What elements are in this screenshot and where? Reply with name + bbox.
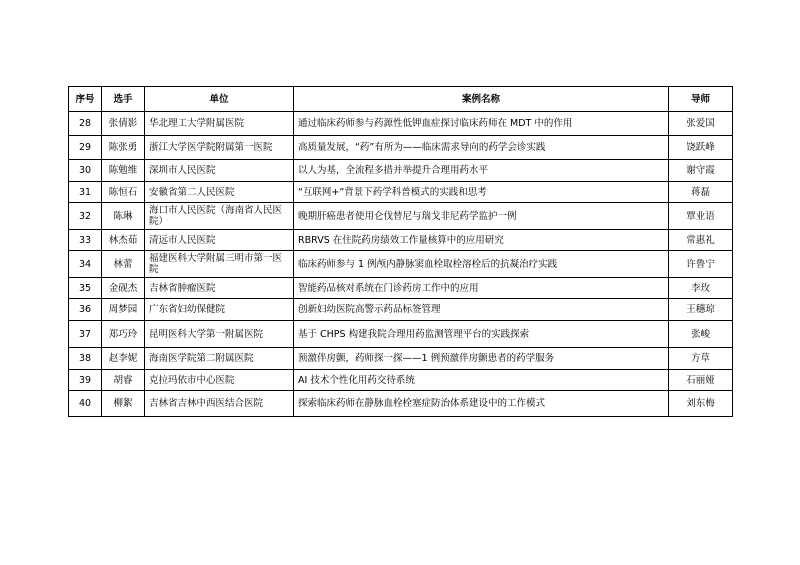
contestant-name: 陈勉维 — [102, 160, 145, 182]
case-name: 创新妇幼医院高警示药品标签管理 — [294, 299, 669, 321]
table-row — [69, 348, 733, 370]
case-name: “互联网+”背景下药学科普模式的实践和思考 — [294, 182, 669, 203]
header-contestant: 选手 — [102, 87, 145, 112]
table-row — [69, 251, 733, 278]
header-number: 序号 — [69, 87, 102, 112]
participants-table — [68, 86, 733, 417]
row-number: 38 — [69, 348, 102, 370]
contestant-name: 陈张勇 — [102, 136, 145, 160]
mentor-name: 王穗琼 — [669, 299, 733, 321]
row-number: 35 — [69, 278, 102, 299]
contestant-name: 周梦园 — [102, 299, 145, 321]
contestant-name: 林杰茹 — [102, 230, 145, 251]
case-name: 高质量发展，“药”有所为——临床需求导向的药学会诊实践 — [294, 136, 669, 160]
contestant-name: 张倩影 — [102, 112, 145, 136]
table-row — [69, 278, 733, 299]
case-name: 基于 CHPS 构建我院合理用药监测管理平台的实践探索 — [294, 321, 669, 348]
case-name: 通过临床药师参与药源性低钾血症探讨临床药师在 MDT 中的作用 — [294, 112, 669, 136]
table-row — [69, 136, 733, 160]
unit-name: 清远市人民医院 — [145, 230, 294, 251]
case-name: 智能药品核对系统在门诊药房工作中的应用 — [294, 278, 669, 299]
unit-name: 昆明医科大学第一附属医院 — [145, 321, 294, 348]
row-number: 40 — [69, 391, 102, 417]
mentor-name: 覃业语 — [669, 203, 733, 230]
row-number: 36 — [69, 299, 102, 321]
contestant-name: 陈琳 — [102, 203, 145, 230]
unit-name: 深圳市人民医院 — [145, 160, 294, 182]
mentor-name: 饶跃峰 — [669, 136, 733, 160]
mentor-name: 石丽娅 — [669, 370, 733, 391]
contestant-name: 赵李妮 — [102, 348, 145, 370]
header-case-name: 案例名称 — [294, 87, 669, 112]
mentor-name: 许鲁宁 — [669, 251, 733, 278]
unit-name: 安徽省第二人民医院 — [145, 182, 294, 203]
table-header-row — [69, 87, 733, 112]
mentor-name: 刘东梅 — [669, 391, 733, 417]
mentor-name: 谢守霞 — [669, 160, 733, 182]
row-number: 29 — [69, 136, 102, 160]
mentor-name: 李玫 — [669, 278, 733, 299]
contestant-name: 郑巧玲 — [102, 321, 145, 348]
row-number: 33 — [69, 230, 102, 251]
row-number: 32 — [69, 203, 102, 230]
contestant-name: 柳絮 — [102, 391, 145, 417]
row-number: 30 — [69, 160, 102, 182]
row-number: 39 — [69, 370, 102, 391]
unit-name: 吉林省肿瘤医院 — [145, 278, 294, 299]
mentor-name: 张峻 — [669, 321, 733, 348]
table-row — [69, 160, 733, 182]
table-row — [69, 230, 733, 251]
unit-name: 华北理工大学附属医院 — [145, 112, 294, 136]
case-name: 探索临床药师在静脉血栓栓塞症防治体系建设中的工作模式 — [294, 391, 669, 417]
case-name: RBRVS 在住院药房绩效工作量核算中的应用研究 — [294, 230, 669, 251]
unit-name: 海南医学院第二附属医院 — [145, 348, 294, 370]
row-number: 31 — [69, 182, 102, 203]
table-row — [69, 299, 733, 321]
case-name: 以人为基，全流程多措并举提升合理用药水平 — [294, 160, 669, 182]
mentor-name: 蒋磊 — [669, 182, 733, 203]
row-number: 37 — [69, 321, 102, 348]
contestant-name: 胡睿 — [102, 370, 145, 391]
unit-name: 浙江大学医学院附属第一医院 — [145, 136, 294, 160]
mentor-name: 方草 — [669, 348, 733, 370]
contestant-name: 金砚杰 — [102, 278, 145, 299]
case-name: 晚期肝癌患者使用仑伐替尼与瑞戈非尼药学监护一例 — [294, 203, 669, 230]
unit-name: 克拉玛依市中心医院 — [145, 370, 294, 391]
table-row — [69, 370, 733, 391]
contestant-name: 陈恒石 — [102, 182, 145, 203]
unit-name: 广东省妇幼保健院 — [145, 299, 294, 321]
case-name: AI 技术个性化用药交待系统 — [294, 370, 669, 391]
mentor-name: 张爱国 — [669, 112, 733, 136]
mentor-name: 常惠礼 — [669, 230, 733, 251]
table-row — [69, 203, 733, 230]
table-row — [69, 182, 733, 203]
unit-name: 吉林省吉林中西医结合医院 — [145, 391, 294, 417]
header-unit: 单位 — [145, 87, 294, 112]
header-mentor: 导师 — [669, 87, 733, 112]
table-row — [69, 391, 733, 417]
table-row — [69, 112, 733, 136]
case-name: 临床药师参与 1 例颅内静脉窦血栓取栓溶栓后的抗凝治疗实践 — [294, 251, 669, 278]
unit-name: 福建医科大学附属三明市第一医院 — [145, 251, 294, 278]
table-row — [69, 321, 733, 348]
unit-name: 海口市人民医院（海南省人民医院） — [145, 203, 294, 230]
contestant-name: 林蕾 — [102, 251, 145, 278]
row-number: 34 — [69, 251, 102, 278]
case-name: 预激伴房颤，药师探一探——1 例预激伴房颤患者的药学服务 — [294, 348, 669, 370]
row-number: 28 — [69, 112, 102, 136]
